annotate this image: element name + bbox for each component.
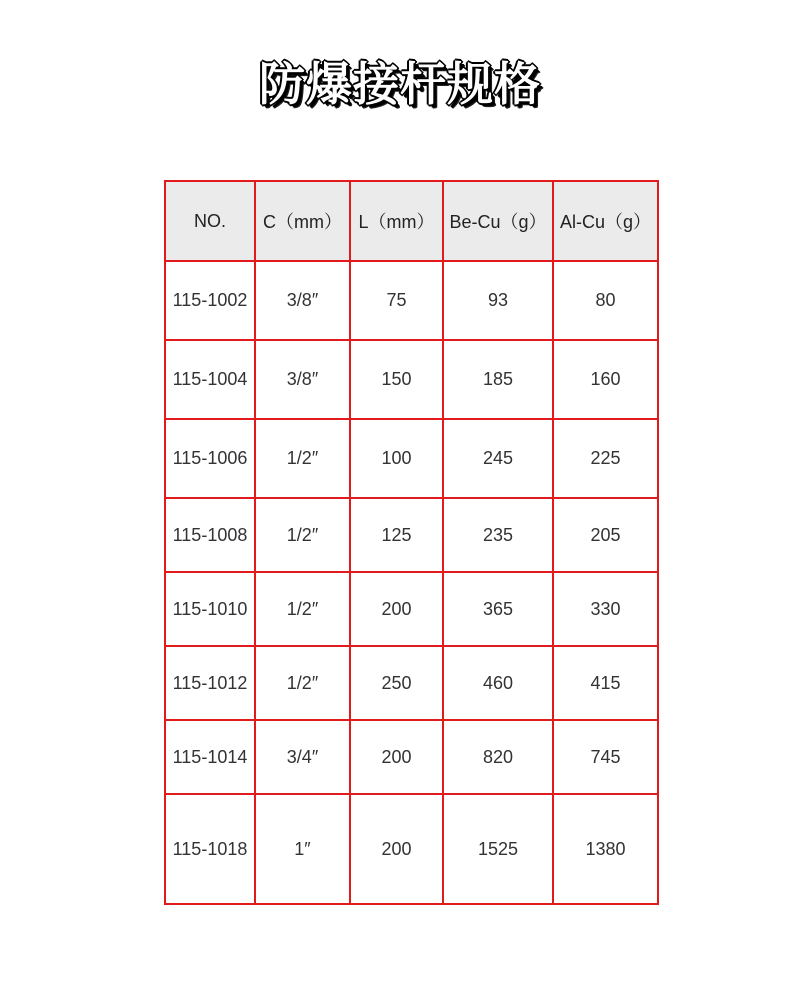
header-no: NO. (165, 181, 255, 261)
cell-c: 3/8″ (255, 340, 350, 419)
cell-no: 115-1018 (165, 794, 255, 904)
table-row (165, 419, 658, 498)
cell-be-cu: 235 (443, 498, 553, 572)
table-row (165, 720, 658, 794)
table-row (165, 646, 658, 720)
cell-al-cu: 745 (553, 720, 658, 794)
table-row (165, 498, 658, 572)
cell-al-cu: 160 (553, 340, 658, 419)
spec-table (164, 180, 659, 905)
table-row (165, 340, 658, 419)
cell-l: 125 (350, 498, 443, 572)
cell-no: 115-1010 (165, 572, 255, 646)
cell-al-cu: 205 (553, 498, 658, 572)
cell-al-cu: 225 (553, 419, 658, 498)
cell-c: 1/2″ (255, 572, 350, 646)
cell-l: 200 (350, 794, 443, 904)
header-l: L（mm） (350, 181, 443, 261)
cell-l: 150 (350, 340, 443, 419)
cell-no: 115-1008 (165, 498, 255, 572)
cell-al-cu: 415 (553, 646, 658, 720)
header-al-cu: Al-Cu（g） (553, 181, 658, 261)
cell-c: 1/2″ (255, 646, 350, 720)
cell-no: 115-1006 (165, 419, 255, 498)
cell-be-cu: 820 (443, 720, 553, 794)
cell-no: 115-1002 (165, 261, 255, 340)
cell-c: 1/2″ (255, 498, 350, 572)
cell-l: 75 (350, 261, 443, 340)
table-row (165, 794, 658, 904)
table-header-row (165, 181, 658, 261)
cell-l: 100 (350, 419, 443, 498)
cell-be-cu: 1525 (443, 794, 553, 904)
cell-be-cu: 460 (443, 646, 553, 720)
cell-al-cu: 1380 (553, 794, 658, 904)
header-c: C（mm） (255, 181, 350, 261)
cell-be-cu: 365 (443, 572, 553, 646)
cell-no: 115-1014 (165, 720, 255, 794)
cell-al-cu: 330 (553, 572, 658, 646)
cell-l: 250 (350, 646, 443, 720)
table-row (165, 572, 658, 646)
cell-c: 1/2″ (255, 419, 350, 498)
cell-c: 3/8″ (255, 261, 350, 340)
cell-al-cu: 80 (553, 261, 658, 340)
cell-be-cu: 185 (443, 340, 553, 419)
page-title: 防爆接杆规格 (259, 57, 541, 111)
cell-c: 3/4″ (255, 720, 350, 794)
cell-be-cu: 245 (443, 419, 553, 498)
cell-be-cu: 93 (443, 261, 553, 340)
table-row (165, 261, 658, 340)
cell-l: 200 (350, 720, 443, 794)
cell-c: 1″ (255, 794, 350, 904)
cell-no: 115-1012 (165, 646, 255, 720)
cell-l: 200 (350, 572, 443, 646)
cell-no: 115-1004 (165, 340, 255, 419)
header-be-cu: Be-Cu（g） (443, 181, 553, 261)
